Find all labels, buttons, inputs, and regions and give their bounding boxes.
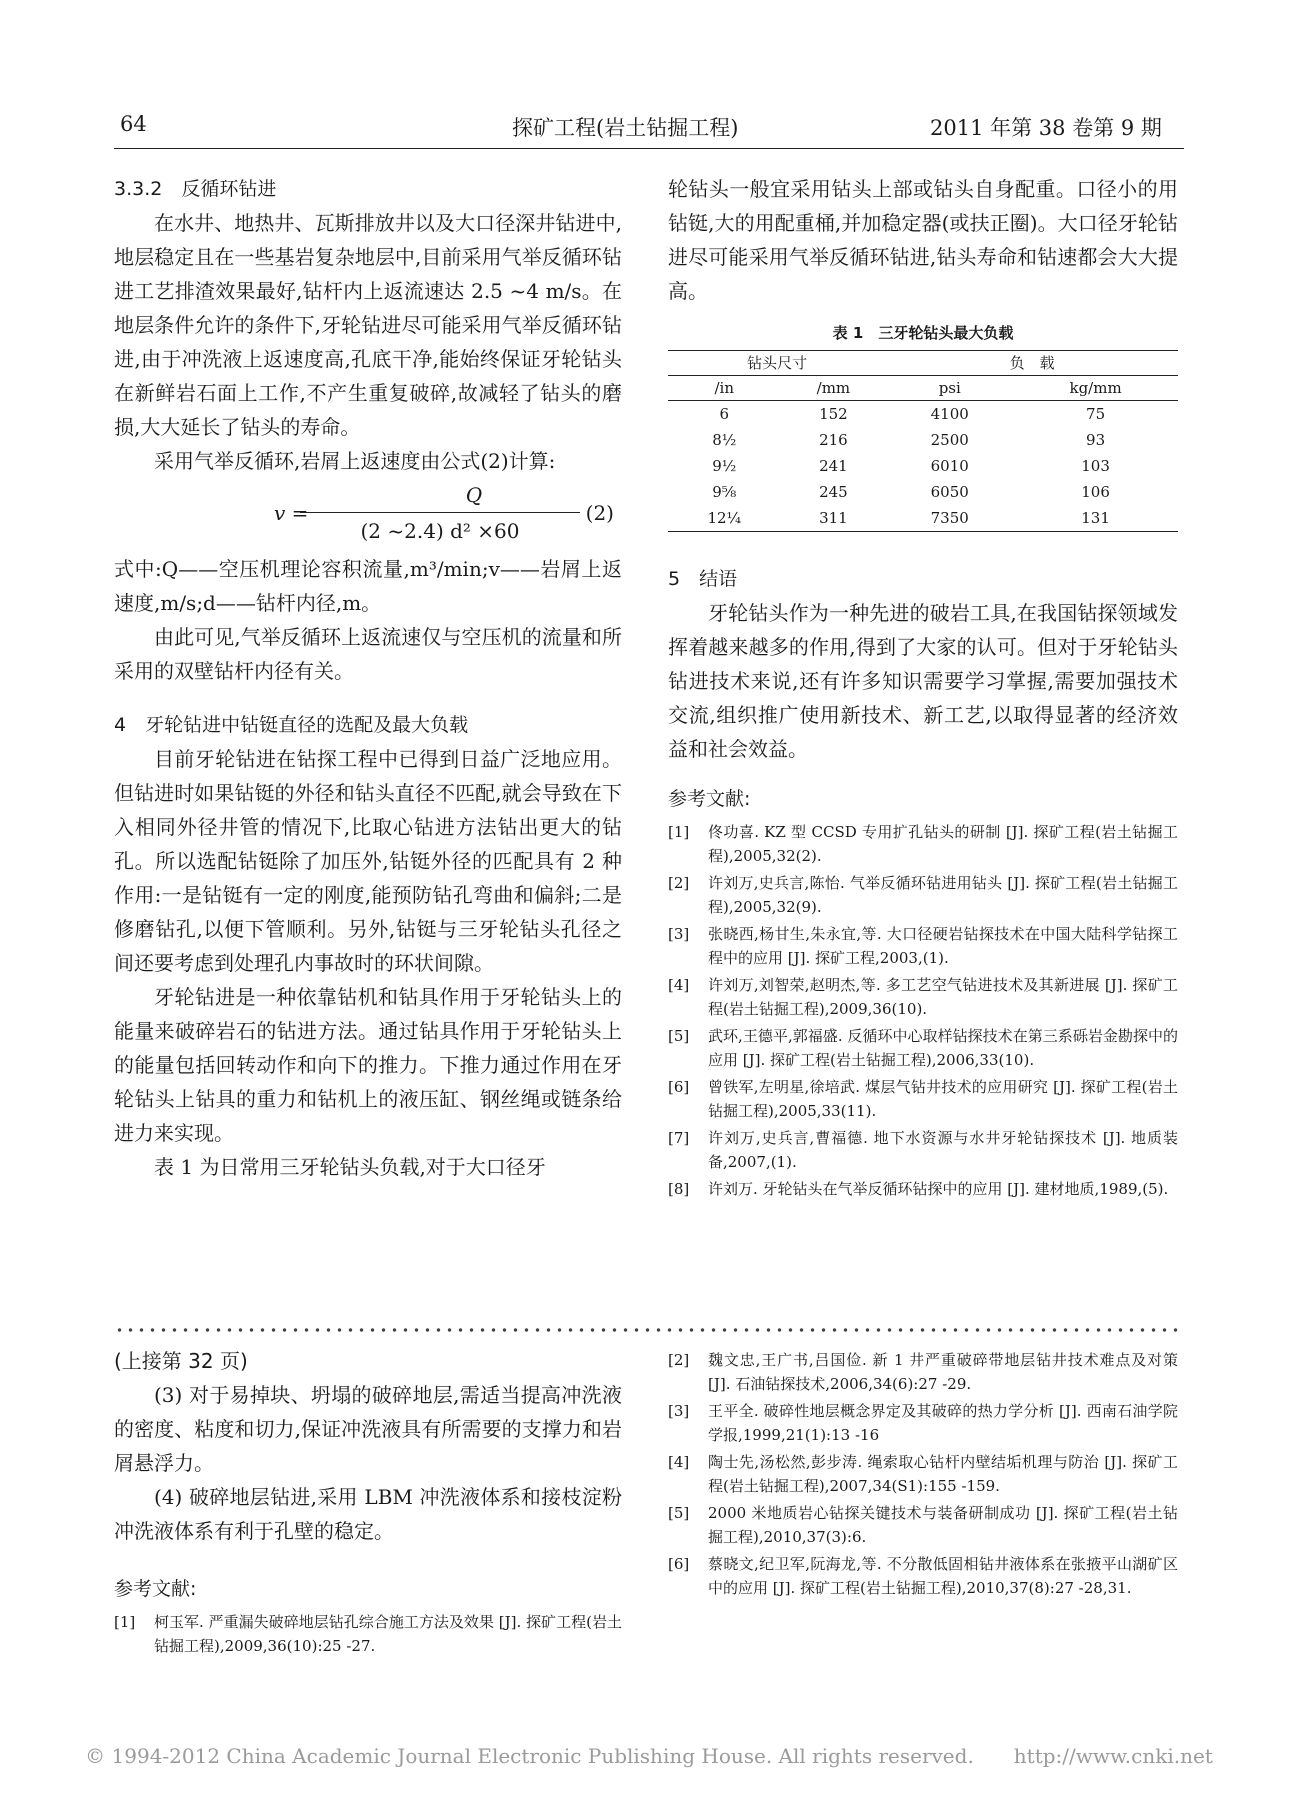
page-number: 64 [120,112,147,136]
table-cell: 6050 [930,483,969,501]
reference-text: 陶士先,汤松然,彭步涛. 绳索取心钻杆内壁结垢机理与防治 [J]. 探矿工程(岩土钻掘工程),2007,34(S1):155 -159. [708,1453,1178,1495]
reference-text: 许刘万,刘智荣,赵明杰,等. 多工艺空气钻进技术及其新进展 [J]. 探矿工程(岩土钻掘工程),2009,36(10). [708,976,1178,1018]
table-cell: 4100 [930,405,969,423]
reference-item [668,820,1178,868]
table-unit-header: kg/mm [1013,376,1178,401]
dotted-separator [114,1326,1184,1334]
paragraph: 在水井、地热井、瓦斯排放井以及大口径深井钻进中,地层稳定且在一些基岩复杂地层中,目前采用气举反循环钻进工艺排渣效果最好,钻杆内上返流速达 2.5 ~4 m/s。在地层条件允许的条件下,牙轮钻进尽可能采用气举反循环钻进,由于冲洗液上返速度高,孔底干净,能始终保证牙轮钻头在新鲜岩石面上工作,不产生重复破碎,故减轻了钻头的磨损,大大延长了钻头的寿命。 [114,211,622,439]
table-row [668,427,1178,453]
reference-number: [5] [668,1027,690,1045]
reference-item [668,1450,1178,1498]
table-cell: 9½ [712,457,737,475]
reference-item [668,1501,1178,1549]
reference-item [668,973,1178,1021]
reference-number: [1] [114,1613,136,1631]
references-title: 参考文献: [668,788,751,810]
reference-number: [8] [668,1180,690,1198]
reference-item [668,1177,1178,1201]
header-rule [114,148,1184,149]
paragraph: (3) 对于易掉块、坍塌的破碎地层,需适当提高冲洗液的密度、粘度和切力,保证冲洗液具有所需要的支撑力和岩屑悬浮力。 [114,1383,622,1475]
table-group-header: 钻头尺寸 [668,351,886,376]
continued-right-column [668,1348,1178,1603]
table-cell: 12¼ [668,505,781,532]
table-cell: 103 [1081,457,1110,475]
load-table [668,350,1178,532]
reference-number: [4] [668,976,690,994]
paragraph: 由此可见,气举反循环上返流速仅与空压机的流量和所采用的双壁钻杆内径有关。 [114,625,622,683]
table-cell: 131 [1013,505,1178,532]
reference-item [668,1075,1178,1123]
reference-text: 许刘万. 牙轮钻头在气举反循环钻探中的应用 [J]. 建材地质,1989,(5). [708,1180,1169,1198]
reference-text: 2000 米地质岩心钻探关键技术与装备研制成功 [J]. 探矿工程(岩土钻掘工程),2010,37(3):6. [708,1504,1178,1546]
reference-text: 许刘万,史兵言,曹福德. 地下水资源与水井牙轮钻探技术 [J]. 地质装备,2007,(1). [708,1129,1178,1171]
table-group-header: 负 载 [886,351,1178,376]
table-unit-header: /in [668,376,781,401]
formula-lhs: v = [274,501,309,525]
table-cell: 311 [781,505,887,532]
reference-number: [4] [668,1453,690,1471]
table-cell: 2500 [930,431,969,449]
table-cell: 241 [819,457,848,475]
issue-info: 2011 年第 38 卷第 9 期 [930,116,1162,140]
table-cell: 6010 [930,457,969,475]
paragraph: 目前牙轮钻进在钻探工程中已得到日益广泛地应用。但钻进时如果钻铤的外径和钻头直径不匹配,就会导致在下入相同外径井管的情况下,比取心钻进方法钻出更大的钻孔。所以选配钻铤除了加压外,钻铤外径的匹配具有 2 种作用:一是钻铤有一定的刚度,能预防钻孔弯曲和偏斜;二是修磨钻孔,以便下管顺利。另外,钻铤与三牙轮钻头孔径之间还要考虑到处理孔内事故时的环状间隙。 [114,747,622,975]
references-list [114,1610,622,1658]
continued-left-column [114,1344,622,1661]
right-column [668,172,1178,1204]
reference-number: [6] [668,1078,690,1096]
table-row [668,505,1178,532]
reference-item [668,1348,1178,1396]
reference-number: [7] [668,1129,690,1147]
table-cell: 216 [819,431,848,449]
reference-text: 张晓西,杨甘生,朱永宜,等. 大口径硬岩钻探技术在中国大陆科学钻探工程中的应用 [J]. 探矿工程,2003,(1). [708,925,1178,967]
reference-text: 王平全. 破碎性地层概念界定及其破碎的热力学分析 [J]. 西南石油学院学报,1999,21(1):13 -16 [708,1402,1178,1444]
reference-text: 许刘万,史兵言,陈怡. 气举反循环钻进用钻头 [J]. 探矿工程(岩土钻掘工程),2005,32(9). [708,874,1178,916]
paragraph: 表 1 为日常用三牙轮钻头负载,对于大口径牙 [154,1155,546,1179]
left-column [114,172,622,1184]
copyright-footer: © 1994-2012 China Academic Journal Electronic Publishing House. All rights reserved. http://www.cnki.net [85,1744,1213,1768]
reference-number: [2] [668,874,690,892]
table-row [668,401,1178,428]
reference-number: [1] [668,823,690,841]
reference-number: [3] [668,1402,690,1420]
continued-title: (上接第 32 页) [114,1349,248,1373]
formula-2 [114,478,622,552]
table-row [668,479,1178,505]
reference-number: [3] [668,925,690,943]
formula-denominator: (2 ~2.4) d² ×60 [360,519,520,543]
section-5-title: 5 结语 [668,568,738,590]
reference-item [668,871,1178,919]
references-list [668,1348,1178,1600]
reference-item [668,1024,1178,1072]
fraction-bar [300,512,580,513]
paragraph: 牙轮钻进是一种依靠钻机和钻具作用于牙轮钻头上的能量来破碎岩石的钻进方法。通过钻具作用于牙轮钻头上的能量包括回转动作和向下的推力。下推力通过作用在牙轮钻头上钻具的重力和钻机上的液压缸、钢丝绳或链条给进力来实现。 [114,985,622,1145]
table-cell: 8½ [712,431,737,449]
paragraph: 式中:Q——空压机理论容积流量,m³/min;v——岩屑上返速度,m/s;d——钻杆内径,m。 [114,557,622,615]
table-cell: 9⅝ [712,483,737,501]
references-list [668,820,1178,1201]
table-cell: 245 [819,483,848,501]
paragraph: 牙轮钻头作为一种先进的破岩工具,在我国钻探领域发挥着越来越多的作用,得到了大家的认可。但对于牙轮钻头钻进技术来说,还有许多知识需要学习掌握,需要加强技术交流,组织推广使用新技术、新工艺,以取得显著的经济效益和社会效益。 [668,601,1178,761]
formula-numerator: Q [465,483,483,507]
reference-item [668,1552,1178,1600]
reference-number: [6] [668,1555,690,1573]
reference-text: 曾铁军,左明星,徐培武. 煤层气钻井技术的应用研究 [J]. 探矿工程(岩土钻掘工程),2005,33(11). [708,1078,1178,1120]
reference-text: 武环,王德平,郭福盛. 反循环中心取样钻探技术在第三系砾岩金勘探中的应用 [J]. 探矿工程(岩土钻掘工程),2006,33(10). [708,1027,1178,1069]
section-3-3-2-title: 3.3.2 反循环钻进 [114,178,277,200]
table-unit-header: /mm [781,376,887,401]
table-cell: 7350 [886,505,1013,532]
table-cell: 6 [719,405,730,423]
paragraph: 采用气举反循环,岩屑上返速度由公式(2)计算: [154,449,556,473]
reference-item [668,1399,1178,1447]
journal-title: 探矿工程(岩土钻掘工程) [512,116,739,140]
formula-number: (2) [585,501,614,525]
table-unit-header: psi [886,376,1013,401]
reference-item [114,1610,622,1658]
table-cell: 106 [1081,483,1110,501]
table-caption: 表 1 三牙轮钻头最大负载 [832,324,1014,342]
section-4-title: 4 牙轮钻进中钻铤直径的选配及最大负载 [114,714,469,736]
reference-text: 蔡晓文,纪卫军,阮海龙,等. 不分散低固相钻井液体系在张掖平山湖矿区中的应用 [J]. 探矿工程(岩土钻掘工程),2010,37(8):27 -28,31. [708,1555,1178,1597]
reference-item [668,922,1178,970]
table-row [668,453,1178,479]
paragraph: (4) 破碎地层钻进,采用 LBM 冲洗液体系和接枝淀粉冲洗液体系有利于孔壁的稳定。 [114,1485,622,1543]
table-cell: 75 [1086,405,1106,423]
reference-text: 佟功喜. KZ 型 CCSD 专用扩孔钻头的研制 [J]. 探矿工程(岩土钻掘工程),2005,32(2). [708,823,1178,865]
references-title: 参考文献: [114,1578,197,1600]
table-cell: 93 [1086,431,1106,449]
reference-item [668,1126,1178,1174]
reference-number: [2] [668,1351,690,1369]
paragraph: 轮钻头一般宜采用钻头上部或钻头自身配重。口径小的用钻铤,大的用配重桶,并加稳定器(或扶正圈)。大口径牙轮钻进尽可能采用气举反循环钻进,钻头寿命和钻速都会大大提高。 [668,177,1178,303]
reference-text: 魏文忠,王广书,吕国俭. 新 1 井严重破碎带地层钻井技术难点及对策 [J]. 石油钻探技术,2006,34(6):27 -29. [708,1351,1178,1393]
reference-text: 柯玉军. 严重漏失破碎地层钻孔综合施工方法及效果 [J]. 探矿工程(岩土钻掘工程),2009,36(10):25 -27. [154,1613,622,1655]
reference-number: [5] [668,1504,690,1522]
table-cell: 152 [819,405,848,423]
